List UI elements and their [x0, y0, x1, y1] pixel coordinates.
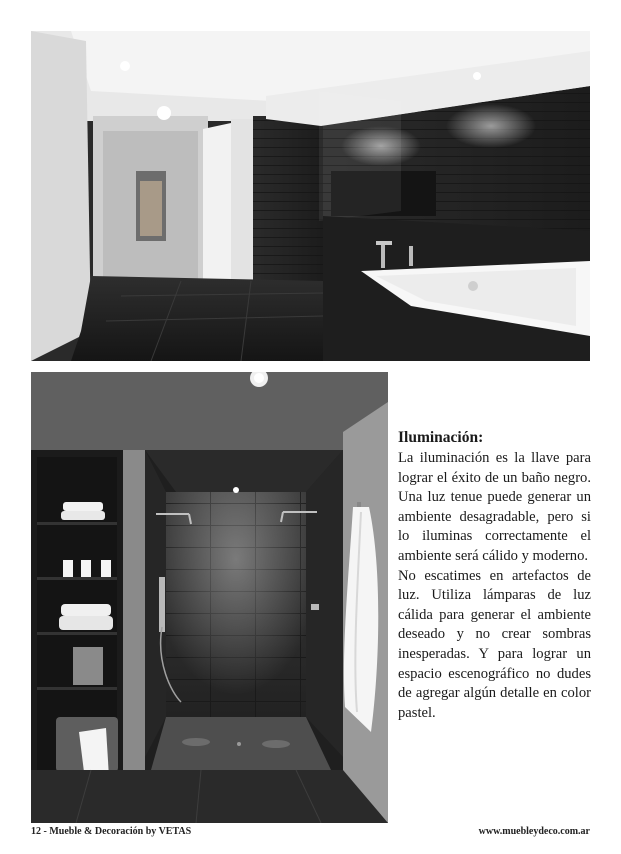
- article-heading: Iluminación:: [398, 429, 484, 446]
- bathroom-bathtub-photo: [31, 31, 590, 361]
- footer-website-link[interactable]: www.muebleydeco.com.ar: [478, 826, 590, 837]
- article-paragraph-2: No escatimes en artefactos de luz. Utiliza lámparas de luz cálida para generar el ambiente deseado y no crear sombras inesperadas. Y para lograr un espacio escenográfico no dudes de agregar algún detalle en color pastel.: [398, 567, 591, 721]
- shower-scene: [31, 372, 388, 823]
- lighting-article: [398, 428, 591, 723]
- article-paragraph-1: La iluminación es la llave para lograr el éxito de un baño negro. Una luz tenue puede generar un ambiente desagradable, pero si lo iluminas correctamente el ambiente será cálido y moderno.: [398, 450, 591, 564]
- page-footer-title: 12 - Mueble & Decoración by VETAS: [31, 826, 192, 837]
- bathtub-scene: [31, 31, 590, 361]
- shower-photo: [31, 372, 388, 823]
